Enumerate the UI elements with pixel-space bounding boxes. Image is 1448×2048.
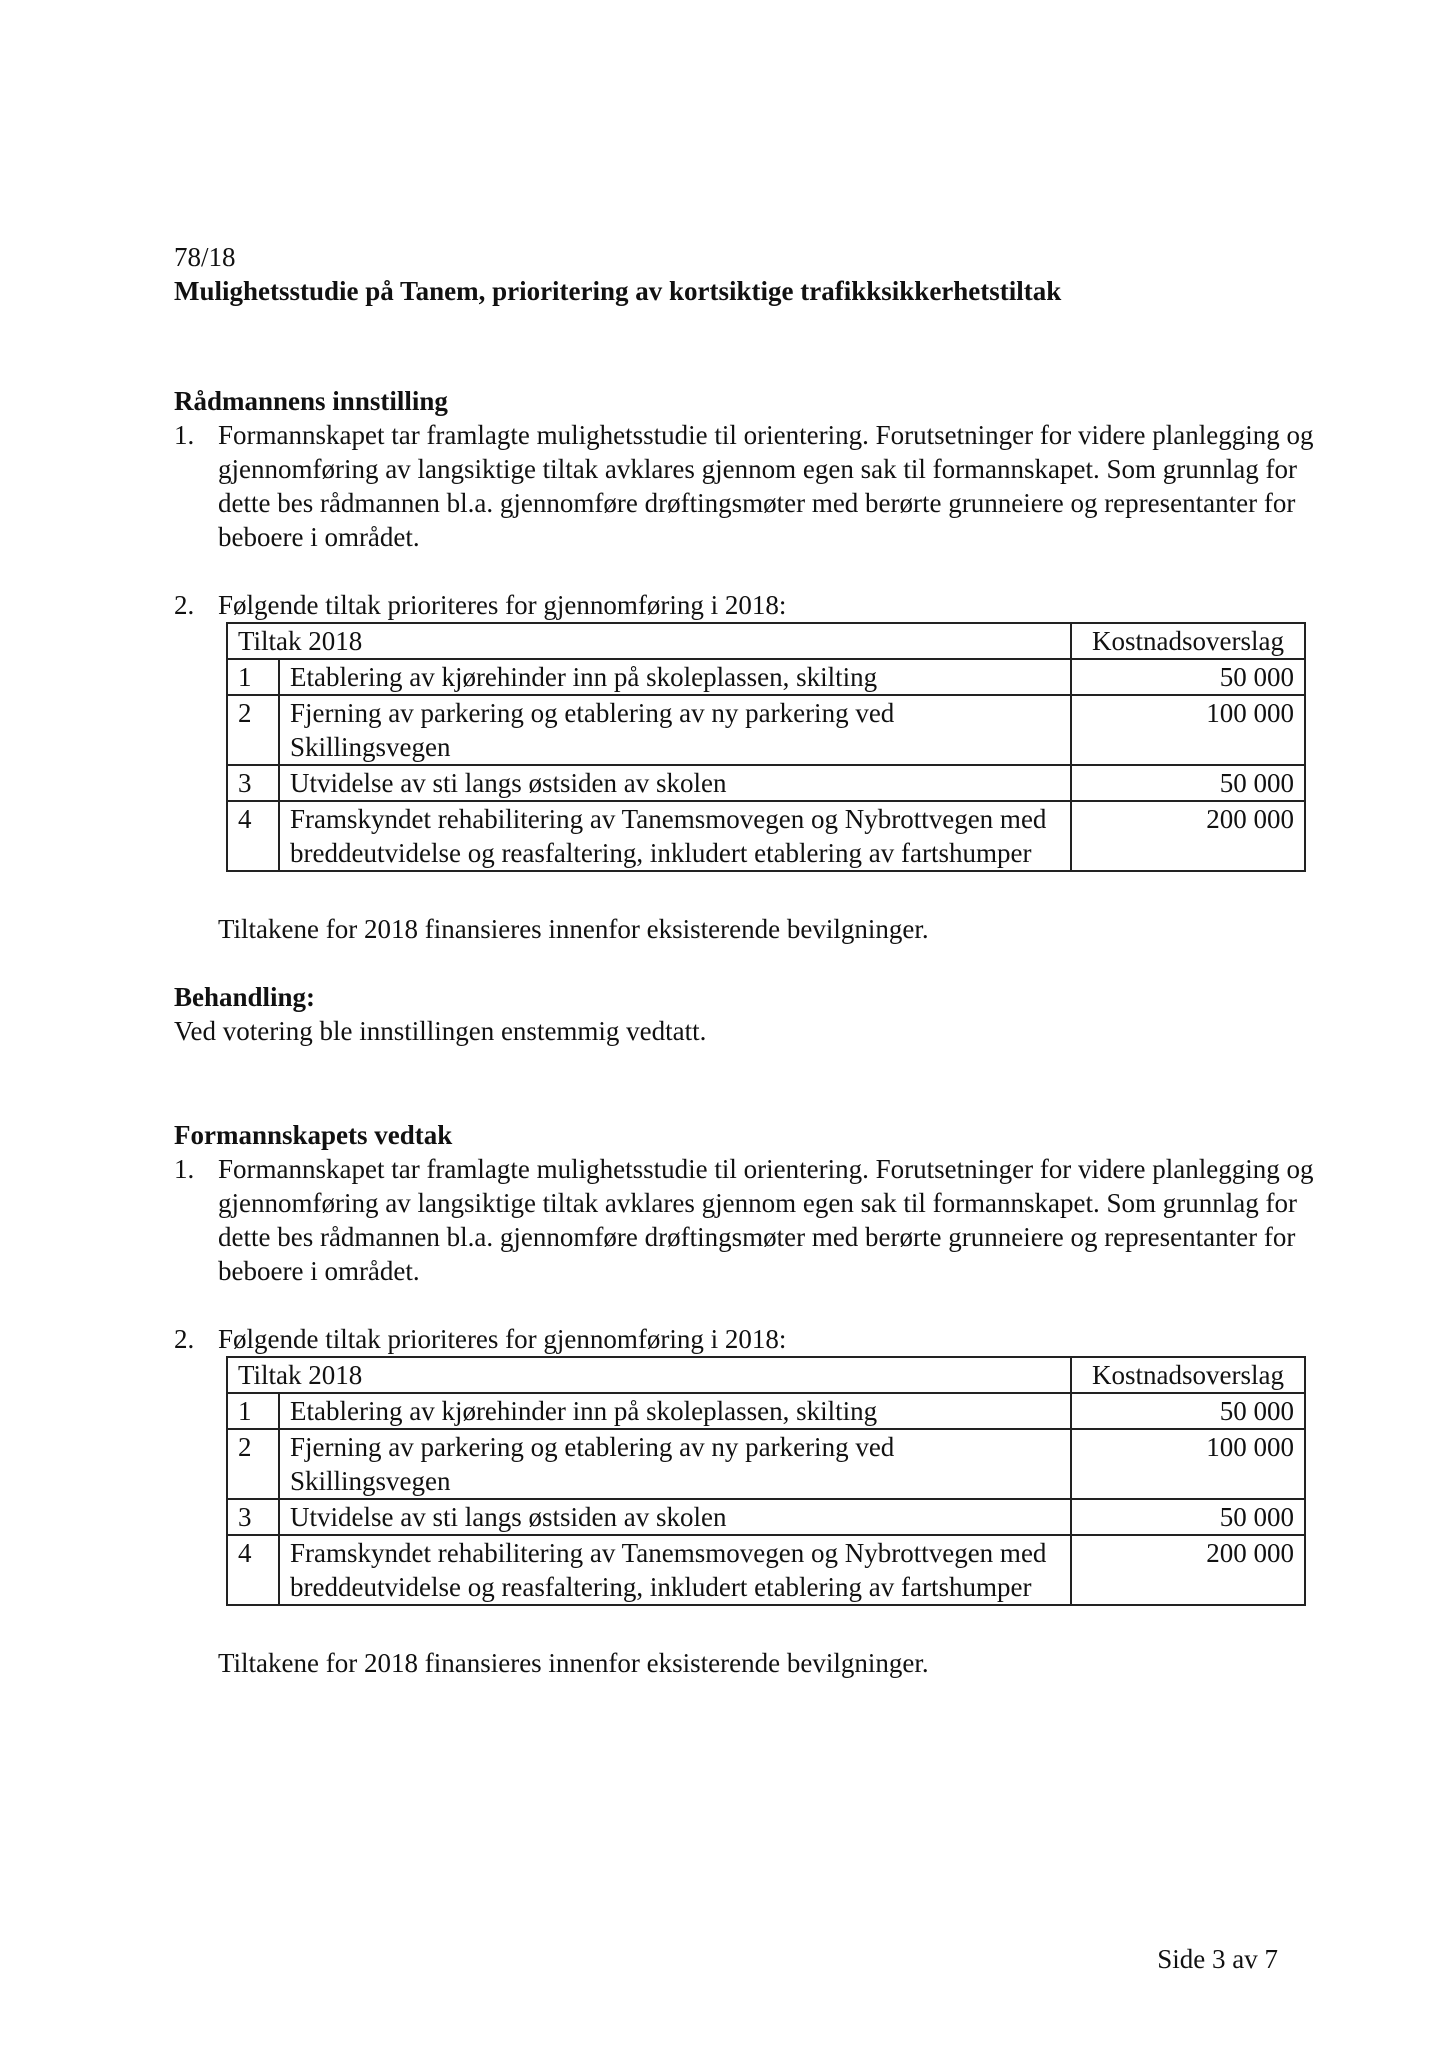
table-header-left: Tiltak 2018 [227, 623, 1071, 659]
formannskapets-vedtak-section [174, 1118, 1314, 1680]
table-cell-number: 2 [227, 695, 279, 765]
list-item-text: Følgende tiltak prioriteres for gjennomføring i 2018: [218, 1324, 787, 1354]
case-title: Mulighetsstudie på Tanem, prioritering av kortsiktige trafikksikkerhetstiltak [174, 276, 1062, 306]
table-cell-number: 1 [227, 1393, 279, 1429]
table-row [227, 765, 1305, 801]
table-header-left: Tiltak 2018 [227, 1357, 1071, 1393]
table-cell-number: 4 [227, 1535, 279, 1605]
table-cell-description: Framskyndet rehabilitering av Tanemsmovegen og Nybrottvegen med breddeutvidelse og reasfaltering, inkludert etablering av fartshumper [279, 801, 1071, 871]
table-row [227, 1535, 1305, 1605]
financing-note: Tiltakene for 2018 finansieres innenfor eksisterende bevilgninger. [218, 1648, 929, 1678]
table-row [227, 659, 1305, 695]
table-header-row [227, 623, 1305, 659]
table-cell-description: Fjerning av parkering og etablering av ny parkering ved Skillingsvegen [279, 695, 1071, 765]
table-header-row [227, 1357, 1305, 1393]
table-cell-cost: 200 000 [1071, 1535, 1305, 1605]
table-cell-description: Utvidelse av sti langs østsiden av skolen [279, 765, 1071, 801]
radmannens-innstilling-section [174, 384, 1314, 946]
table-cell-number: 3 [227, 765, 279, 801]
behandling-section [174, 980, 1314, 1048]
tiltak-table [226, 622, 1306, 872]
list-item [174, 588, 1314, 622]
list-item [174, 418, 1314, 554]
list-item-number: 1. [174, 420, 195, 450]
table-cell-number: 3 [227, 1499, 279, 1535]
list-item-text: Formannskapet tar framlagte mulighetsstudie til orientering. Forutsetninger for videre planlegging og gjennomføring av langsiktige tiltak avklares gjennom egen sak til formannskapet. Som grunnlag for dette bes rådmannen bl.a. gjennomføre drøftingsmøter med berørte grunneiere og representanter for beboere i området. [218, 1154, 1314, 1286]
table-row [227, 1393, 1305, 1429]
table-row [227, 695, 1305, 765]
page-number: Side 3 av 7 [1157, 1944, 1278, 1974]
list-item-number: 1. [174, 1154, 195, 1184]
table-cell-cost: 50 000 [1071, 765, 1305, 801]
radmannens-heading: Rådmannens innstilling [174, 386, 448, 416]
table-cell-description: Fjerning av parkering og etablering av ny parkering ved Skillingsvegen [279, 1429, 1071, 1499]
table-cell-cost: 100 000 [1071, 1429, 1305, 1499]
list-item-text: Følgende tiltak prioriteres for gjennomføring i 2018: [218, 590, 787, 620]
list-item [174, 1152, 1314, 1288]
table-cell-description: Framskyndet rehabilitering av Tanemsmovegen og Nybrottvegen med breddeutvidelse og reasfaltering, inkludert etablering av fartshumper [279, 1535, 1071, 1605]
table-cell-cost: 50 000 [1071, 1499, 1305, 1535]
list-item-number: 2. [174, 1324, 195, 1354]
vedtak-heading: Formannskapets vedtak [174, 1120, 453, 1150]
list-item [174, 1322, 1314, 1356]
behandling-text: Ved votering ble innstillingen enstemmig vedtatt. [174, 1016, 707, 1046]
table-cell-number: 4 [227, 801, 279, 871]
list-item-text: Formannskapet tar framlagte mulighetsstudie til orientering. Forutsetninger for videre planlegging og gjennomføring av langsiktige tiltak avklares gjennom egen sak til formannskapet. Som grunnlag for dette bes rådmannen bl.a. gjennomføre drøftingsmøter med berørte grunneiere og representanter for beboere i området. [218, 420, 1314, 552]
list-item-number: 2. [174, 590, 195, 620]
table-cell-number: 1 [227, 659, 279, 695]
table-header-right: Kostnadsoverslag [1071, 623, 1305, 659]
table-cell-cost: 100 000 [1071, 695, 1305, 765]
table-row [227, 1429, 1305, 1499]
table-cell-cost: 50 000 [1071, 659, 1305, 695]
behandling-heading: Behandling: [174, 982, 316, 1012]
table-cell-number: 2 [227, 1429, 279, 1499]
tiltak-table [226, 1356, 1306, 1606]
table-cell-description: Utvidelse av sti langs østsiden av skolen [279, 1499, 1071, 1535]
table-header-right: Kostnadsoverslag [1071, 1357, 1305, 1393]
document-page [174, 240, 1314, 1680]
table-cell-cost: 50 000 [1071, 1393, 1305, 1429]
table-cell-description: Etablering av kjørehinder inn på skoleplassen, skilting [279, 659, 1071, 695]
case-number: 78/18 [174, 242, 236, 272]
table-row [227, 1499, 1305, 1535]
financing-note: Tiltakene for 2018 finansieres innenfor eksisterende bevilgninger. [218, 914, 929, 944]
table-row [227, 801, 1305, 871]
table-cell-description: Etablering av kjørehinder inn på skoleplassen, skilting [279, 1393, 1071, 1429]
table-cell-cost: 200 000 [1071, 801, 1305, 871]
